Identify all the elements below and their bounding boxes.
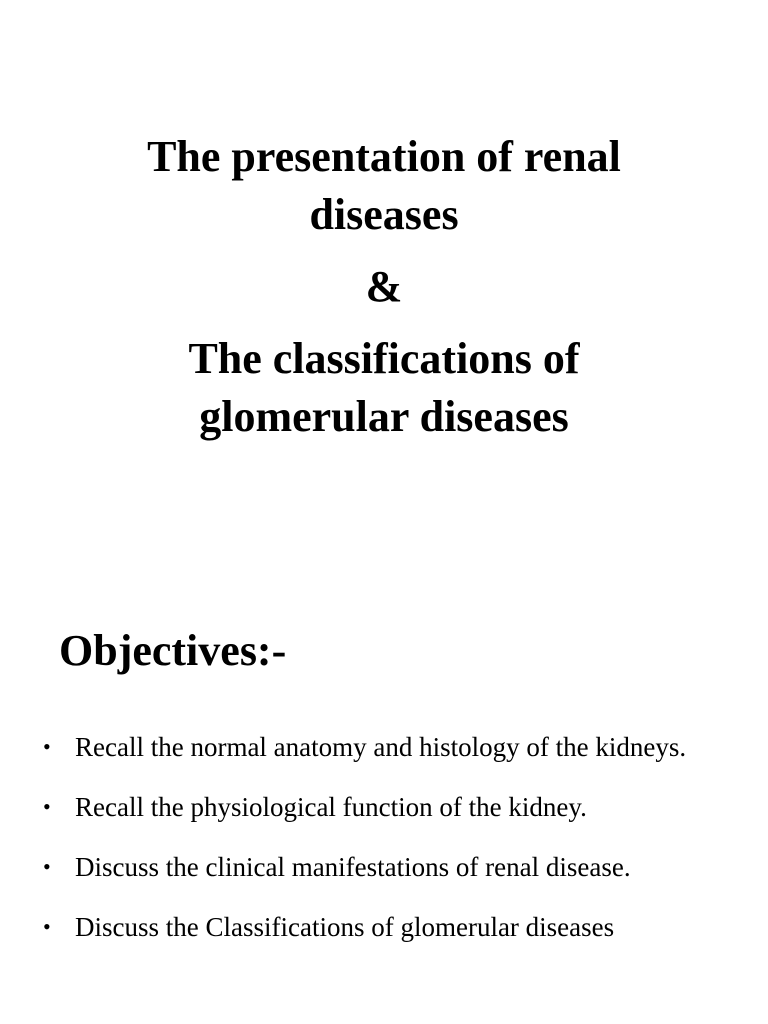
- list-item: [0, 900, 740, 954]
- title-line-3: The classifications of: [188, 334, 580, 383]
- bullet-icon: •: [43, 914, 51, 939]
- list-item: [0, 780, 740, 834]
- page-title: [0, 128, 768, 446]
- title-ampersand: &: [365, 262, 403, 311]
- objective-list: [0, 720, 740, 960]
- objective-text: Recall the physiological function of the kidney.: [75, 792, 587, 822]
- title-line-2: diseases: [309, 190, 459, 239]
- list-item: [0, 840, 740, 894]
- title-line-1: The presentation of renal: [147, 132, 621, 181]
- objectives-heading: Objectives:-: [59, 626, 287, 675]
- list-item: [0, 720, 740, 774]
- bullet-icon: •: [43, 734, 51, 759]
- objective-text: Discuss the clinical manifestations of renal disease.: [75, 852, 631, 882]
- bullet-icon: •: [43, 794, 51, 819]
- title-line-4: glomerular diseases: [199, 392, 569, 441]
- bullet-icon: •: [43, 854, 51, 879]
- objective-text: Recall the normal anatomy and histology of the kidneys.: [75, 732, 687, 762]
- objective-text: Discuss the Classifications of glomerular diseases: [75, 912, 615, 942]
